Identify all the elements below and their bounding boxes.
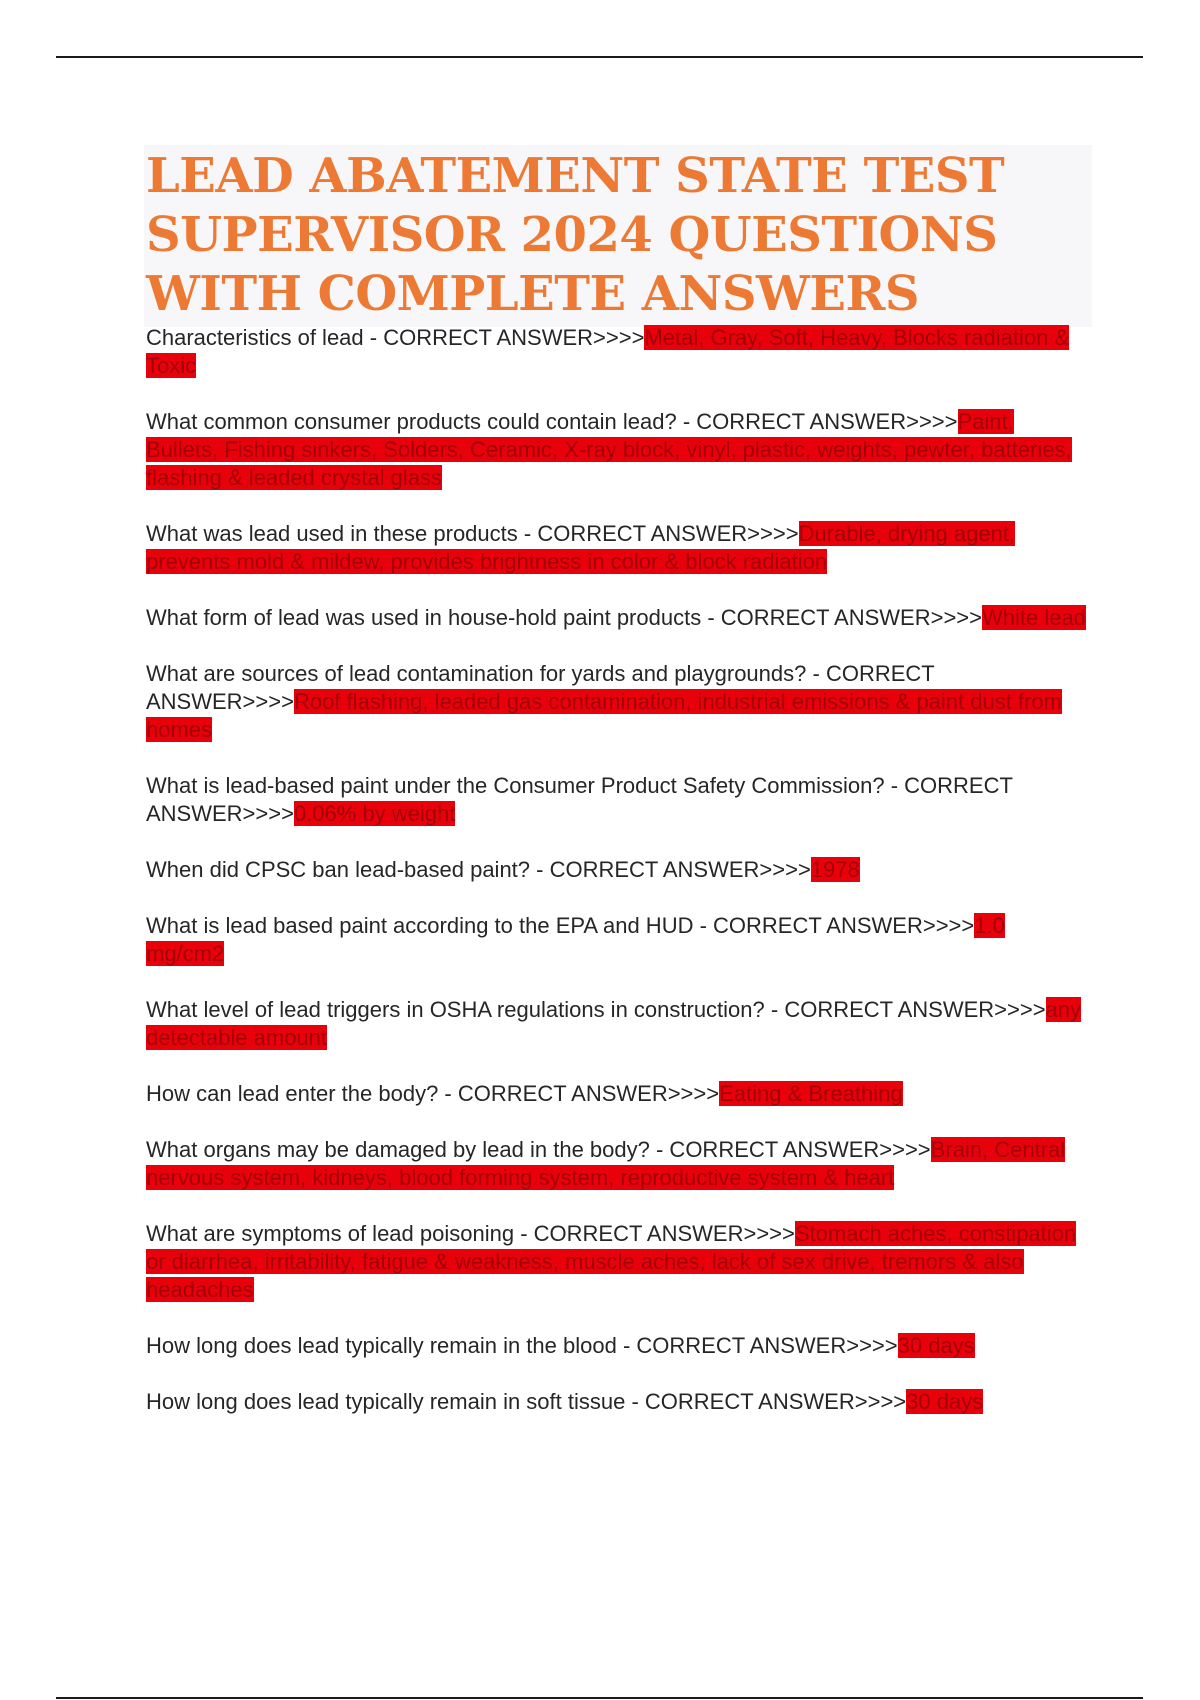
answer-text: Metal, Gray, Soft, Heavy, Blocks radiation & Toxic [146,325,1070,378]
qa-item [146,1136,1086,1192]
question-text: What is lead-based paint under the Consumer Product Safety Commission? [146,773,885,798]
title-line: LEAD ABATEMENT STATE TEST [146,148,1005,204]
question-text: How long does lead typically remain in soft tissue [146,1389,626,1414]
answer-text: White lead [981,605,1086,630]
answer-text: Roof flashing, leaded gas contamination, industrial emissions & paint dust from homes [146,689,1062,742]
correct-answer-marker: - CORRECT ANSWER>>>> [649,1137,931,1162]
answer-text: Eating & Breathing [719,1081,903,1106]
question-text: How long does lead typically remain in the blood [146,1333,617,1358]
question-text: What level of lead triggers in OSHA regulations in construction? [146,997,765,1022]
question-text: What is lead based paint according to the EPA and HUD [146,913,694,938]
qa-item [146,912,1086,968]
answer-text: Paint, Bullets, Fishing sinkers, Solders, Ceramic, X-ray block, vinyl, plastic, weights, pewter, batteries, flashing & leaded crystal glass [146,409,1072,490]
correct-answer-marker: - CORRECT ANSWER>>>> [146,661,935,714]
question-text: When did CPSC ban lead-based paint? [146,857,531,882]
correct-answer-marker: - CORRECT ANSWER>>>> [676,409,958,434]
qa-item [146,660,1086,744]
correct-answer-marker: - CORRECT ANSWER>>>> [363,325,645,350]
answer-text: Brain, Central nervous system, kidneys, blood forming system, reproductive system & heart [146,1137,1066,1190]
question-text: What organs may be damaged by lead in the body? [146,1137,650,1162]
correct-answer-marker: - CORRECT ANSWER>>>> [514,1221,795,1246]
correct-answer-marker: - CORRECT ANSWER>>>> [517,521,799,546]
question-text: What are symptoms of lead poisoning [146,1221,515,1246]
correct-answer-marker: - CORRECT ANSWER>>>> [625,1389,907,1414]
qa-item [146,1388,1086,1416]
qa-item [146,996,1086,1052]
answer-text: 1978 [810,857,860,882]
answer-text: 1.0 mg/cm2 [146,913,1005,966]
question-answer-list [146,324,1086,1444]
qa-item [146,1332,1086,1360]
question-text: What common consumer products could contain lead? [146,409,677,434]
qa-item [146,408,1086,492]
answer-text: 30 days [897,1333,975,1358]
qa-item [146,772,1086,828]
qa-item [146,1080,1086,1108]
qa-item [146,604,1086,632]
document-title [144,145,1092,324]
answer-text: Stomach aches, constipation or diarrhea, irritability, fatigue & weakness, muscle aches, lack of sex drive, tremors & also headaches [146,1221,1077,1302]
question-text: What are sources of lead contamination for yards and playgrounds? [146,661,807,686]
answer-text: 30 days [906,1389,984,1414]
qa-item [146,520,1086,576]
correct-answer-marker: - CORRECT ANSWER>>>> [764,997,1046,1022]
qa-item [146,1220,1086,1304]
correct-answer-marker: - CORRECT ANSWER>>>> [438,1081,720,1106]
title-line: WITH COMPLETE ANSWERS [146,266,920,322]
question-text: How can lead enter the body? [146,1081,439,1106]
correct-answer-marker: - CORRECT ANSWER>>>> [616,1333,898,1358]
correct-answer-marker: - CORRECT ANSWER>>>> [530,857,811,882]
answer-text: Durable, drying agent, prevents mold & mildew, provides brightness in color & block radiation [146,521,1016,574]
correct-answer-marker: - CORRECT ANSWER>>>> [146,773,1013,826]
question-text: Characteristics of lead [146,325,364,350]
answer-text: 0.06% by weight [293,801,456,826]
answer-text: any detectable amount [146,997,1082,1050]
header-rule [56,56,1143,58]
footer-rule [56,1697,1143,1699]
correct-answer-marker: - CORRECT ANSWER>>>> [693,913,975,938]
question-text: What was lead used in these products [146,521,518,546]
title-line: SUPERVISOR 2024 QUESTIONS [146,207,998,263]
qa-item [146,856,1086,884]
qa-item [146,324,1086,380]
title-box [144,145,1092,327]
correct-answer-marker: - CORRECT ANSWER>>>> [701,605,982,630]
question-text: What form of lead was used in house-hold paint products [146,605,702,630]
